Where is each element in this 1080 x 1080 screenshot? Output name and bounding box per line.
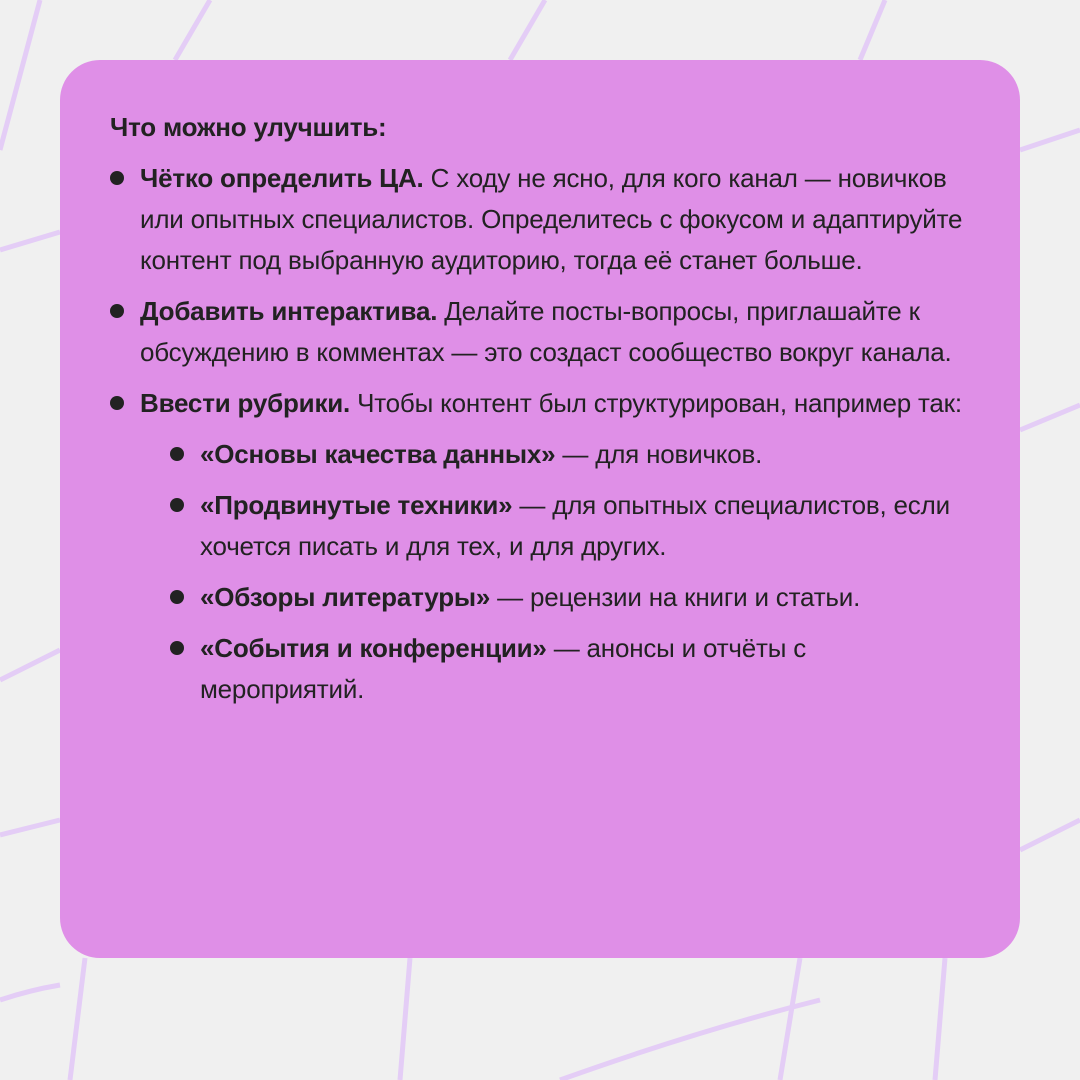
bullet-icon	[170, 590, 184, 604]
sub-list-item	[170, 577, 970, 618]
item-text: Делайте посты-вопросы, приглашайте к обсуждению в комментах — это создаст сообщество вокруг канала.	[140, 296, 952, 367]
bullet-icon	[170, 447, 184, 461]
rubric-text: — для опытных специалистов, если хочется писать и для тех, и для других.	[200, 490, 950, 561]
bullet-icon	[110, 304, 124, 318]
rubric-text: — рецензии на книги и статьи.	[497, 582, 861, 612]
list-item	[110, 383, 970, 710]
list-item	[110, 291, 970, 373]
item-text: С ходу не ясно, для кого канал — новичков или опытных специалистов. Определитесь с фокусом и адаптируйте контент под выбранную аудиторию, тогда её станет больше.	[140, 163, 963, 275]
sub-list-item	[170, 434, 970, 475]
rubric-title: «События и конференции»	[200, 633, 554, 663]
item-text: Чтобы контент был структурирован, например так:	[357, 388, 962, 418]
content-card	[60, 60, 1020, 958]
rubrics-list	[140, 434, 970, 710]
rubric-text: — анонсы и отчёты с мероприятий.	[200, 633, 807, 704]
rubric-title: «Основы качества данных»	[200, 439, 563, 469]
bullet-icon	[170, 498, 184, 512]
item-title: Чётко определить ЦА.	[140, 163, 431, 193]
bullet-icon	[170, 641, 184, 655]
sub-list-item	[170, 485, 970, 567]
rubric-title: «Продвинутые техники»	[200, 490, 520, 520]
sub-list-item	[170, 628, 970, 710]
card-heading: Что можно улучшить:	[110, 112, 387, 142]
rubric-title: «Обзоры литературы»	[200, 582, 498, 612]
bullet-icon	[110, 171, 124, 185]
item-title: Добавить интерактива.	[140, 296, 445, 326]
item-title: Ввести рубрики.	[140, 388, 358, 418]
rubric-text: — для новичков.	[562, 439, 763, 469]
improvements-list	[110, 158, 970, 710]
bullet-icon	[110, 396, 124, 410]
list-item	[110, 158, 970, 281]
